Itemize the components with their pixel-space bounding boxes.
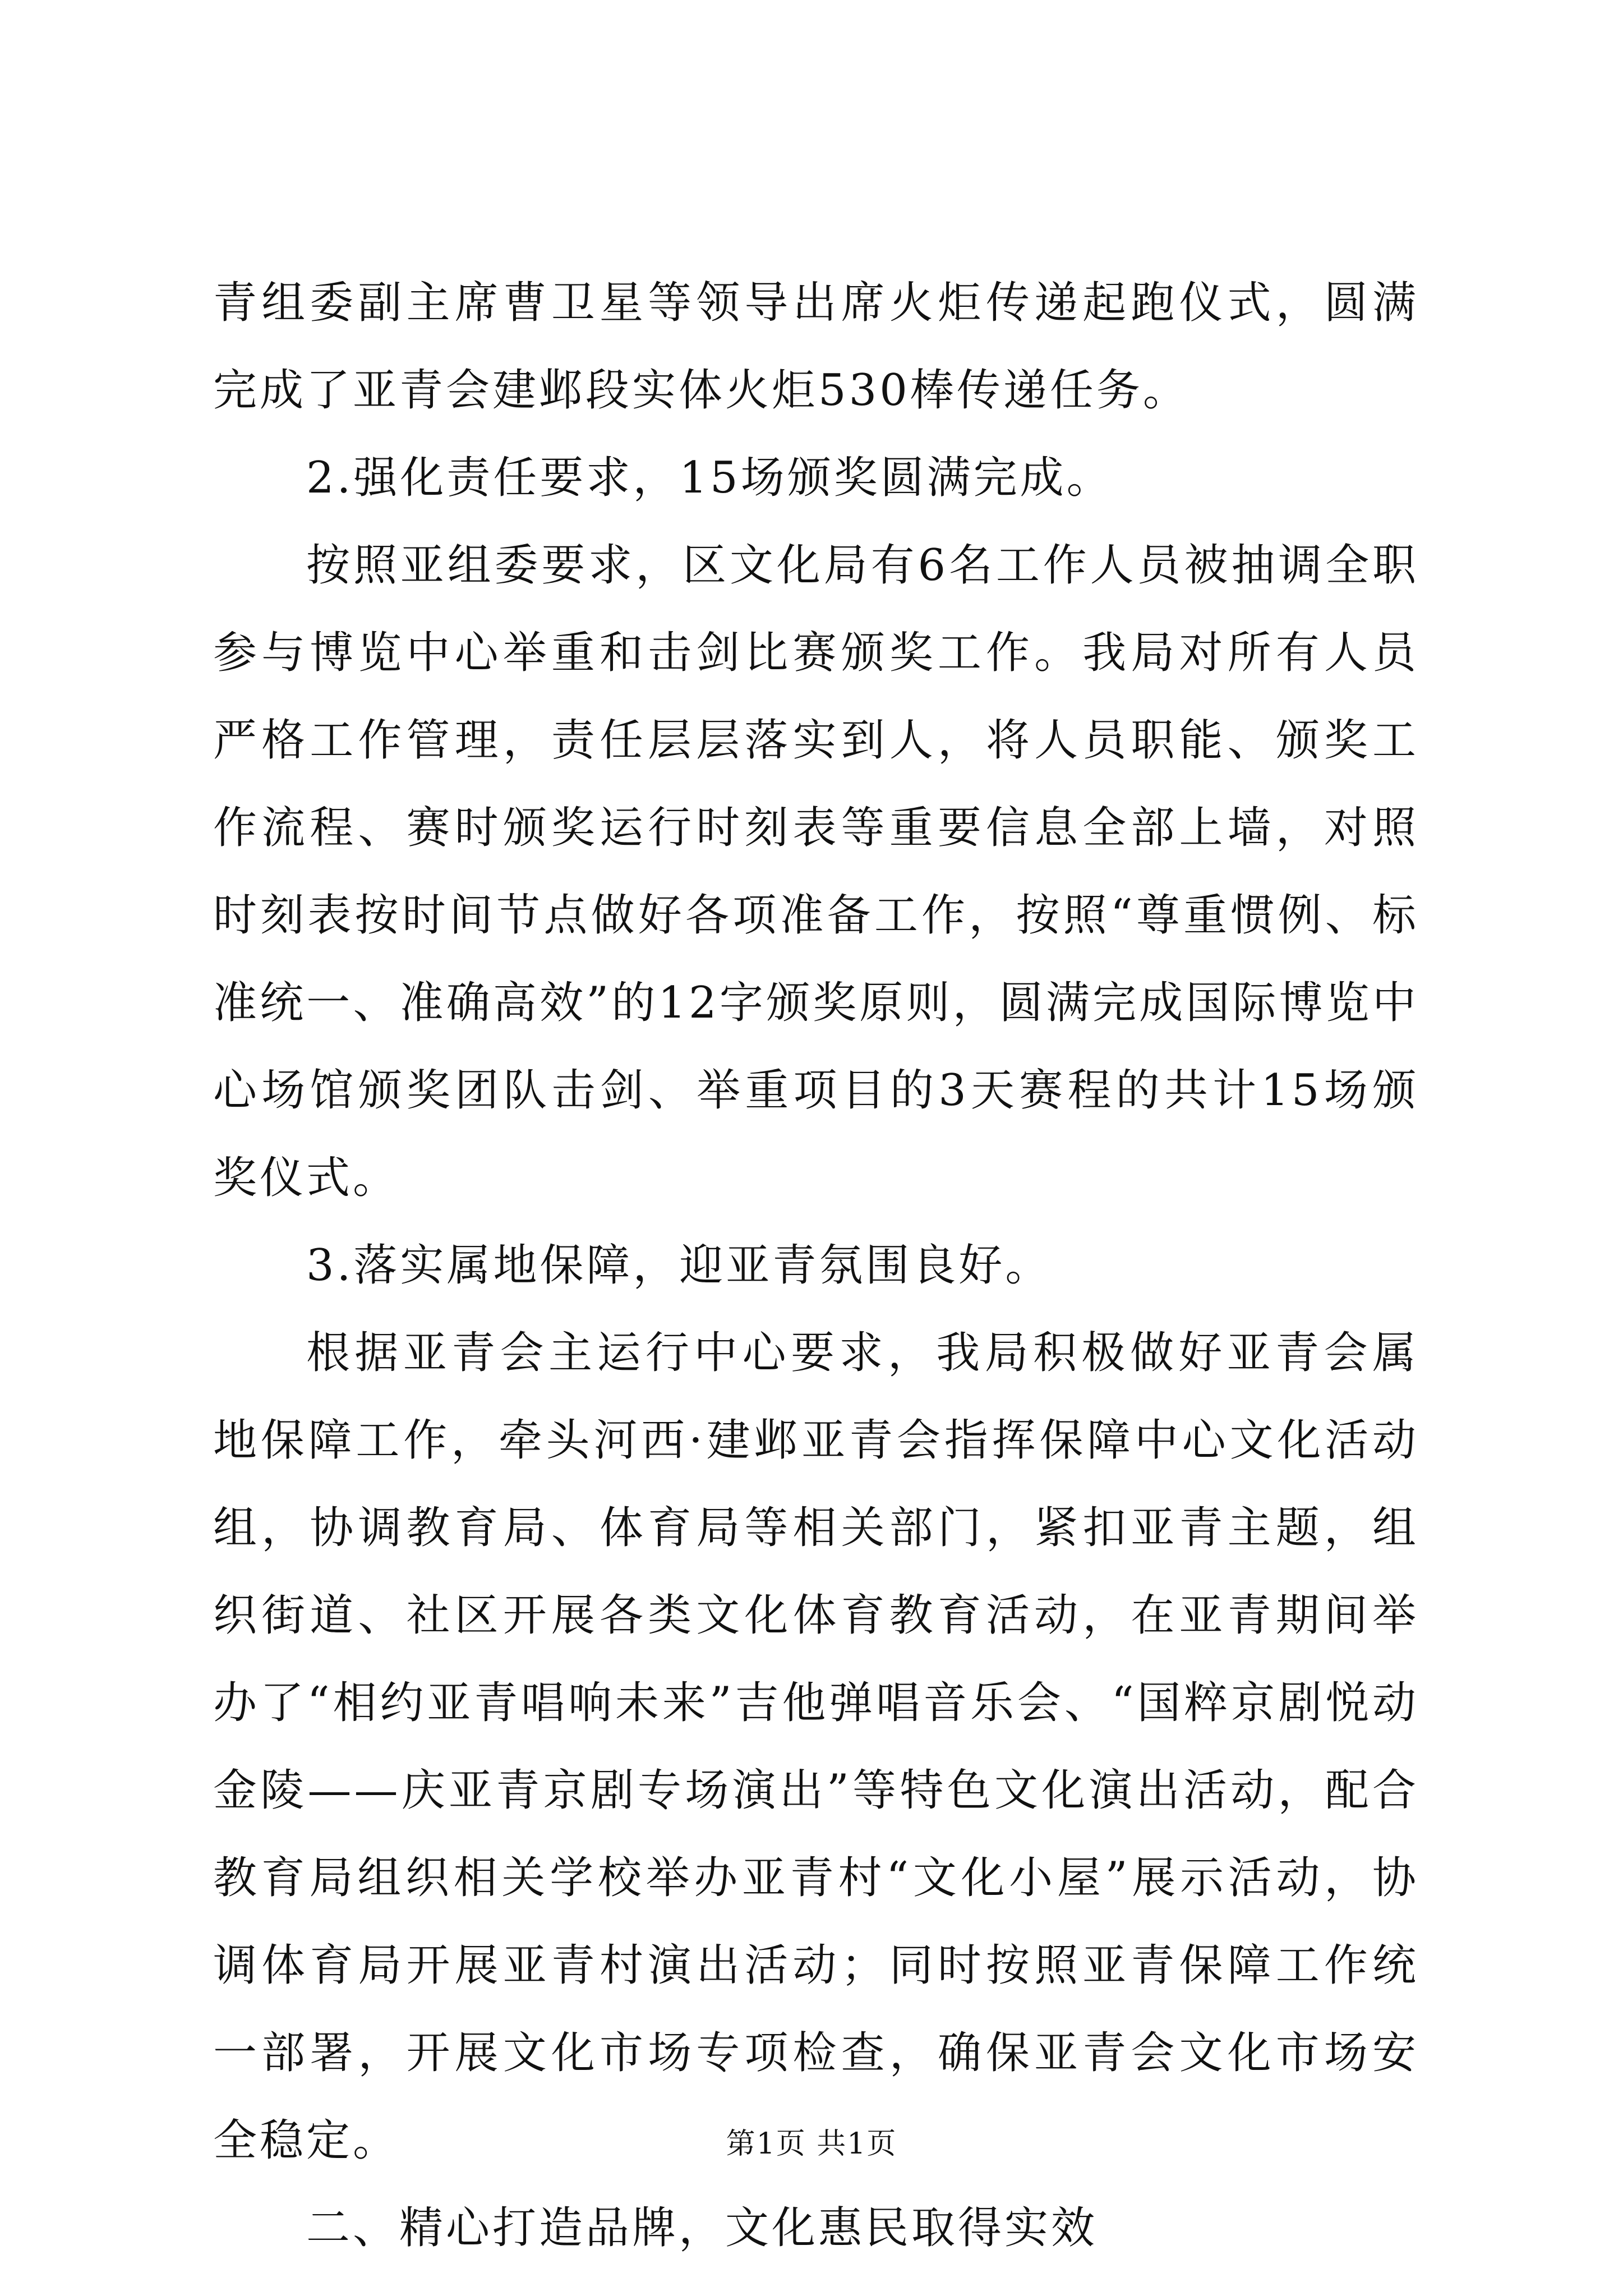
paragraph-local-support: 根据亚青会主运行中心要求，我局积极做好亚青会属地保障工作，牵头河西·建邺亚青会指挥保障中心文化活动组，协调教育局、体育局等相关部门，紧扣亚青主题，组织街道、社区开展各类文化体育教育活动，在亚青期间举办了“相约亚青唱响未来”吉他弹唱音乐会、“国粹京剧悦动金陵——庆亚青京剧专场演出”等特色文化演出活动，配合教育局组织相关学校举办亚青村“文化小屋”展示活动，协调体育局开展亚青村演出活动；同时按照亚青保障工作统一部署，开展文化市场专项检查，确保亚青会文化市场安全稳定。 — [213, 1328, 1419, 2166]
subheading-local-support: 3.落实属地保障，迎亚青氛围良好。 — [306, 1240, 1052, 1291]
page-footer: 第1页 共1页 — [726, 2127, 897, 2161]
paragraph-continuation: 青组委副主席曹卫星等领导出席火炬传递起跑仪式，圆满完成了亚青会建邺段实体火炬530棒传递任务。 — [213, 278, 1419, 416]
paragraph-awards: 按照亚组委要求，区文化局有6名工作人员被抽调全职参与博览中心举重和击剑比赛颁奖工作。我局对所有人员严格工作管理，责任层层落实到人，将人员职能、颁奖工作流程、赛时颁奖运行时刻表等重要信息全部上墙，对照时刻表按时间节点做好各项准备工作，按照“尊重惯例、标准统一、准确高效”的12字颁奖原则，圆满完成国际博览中心场馆颁奖团队击剑、举重项目的3天赛程的共计15场颁奖仪式。 — [213, 540, 1419, 1203]
section-heading-culture: 二、精心打造品牌，文化惠民取得实效 — [306, 2203, 1098, 2253]
subheading-awards: 2.强化责任要求，15场颁奖圆满完成。 — [306, 453, 1113, 503]
document-body — [213, 259, 1419, 2272]
